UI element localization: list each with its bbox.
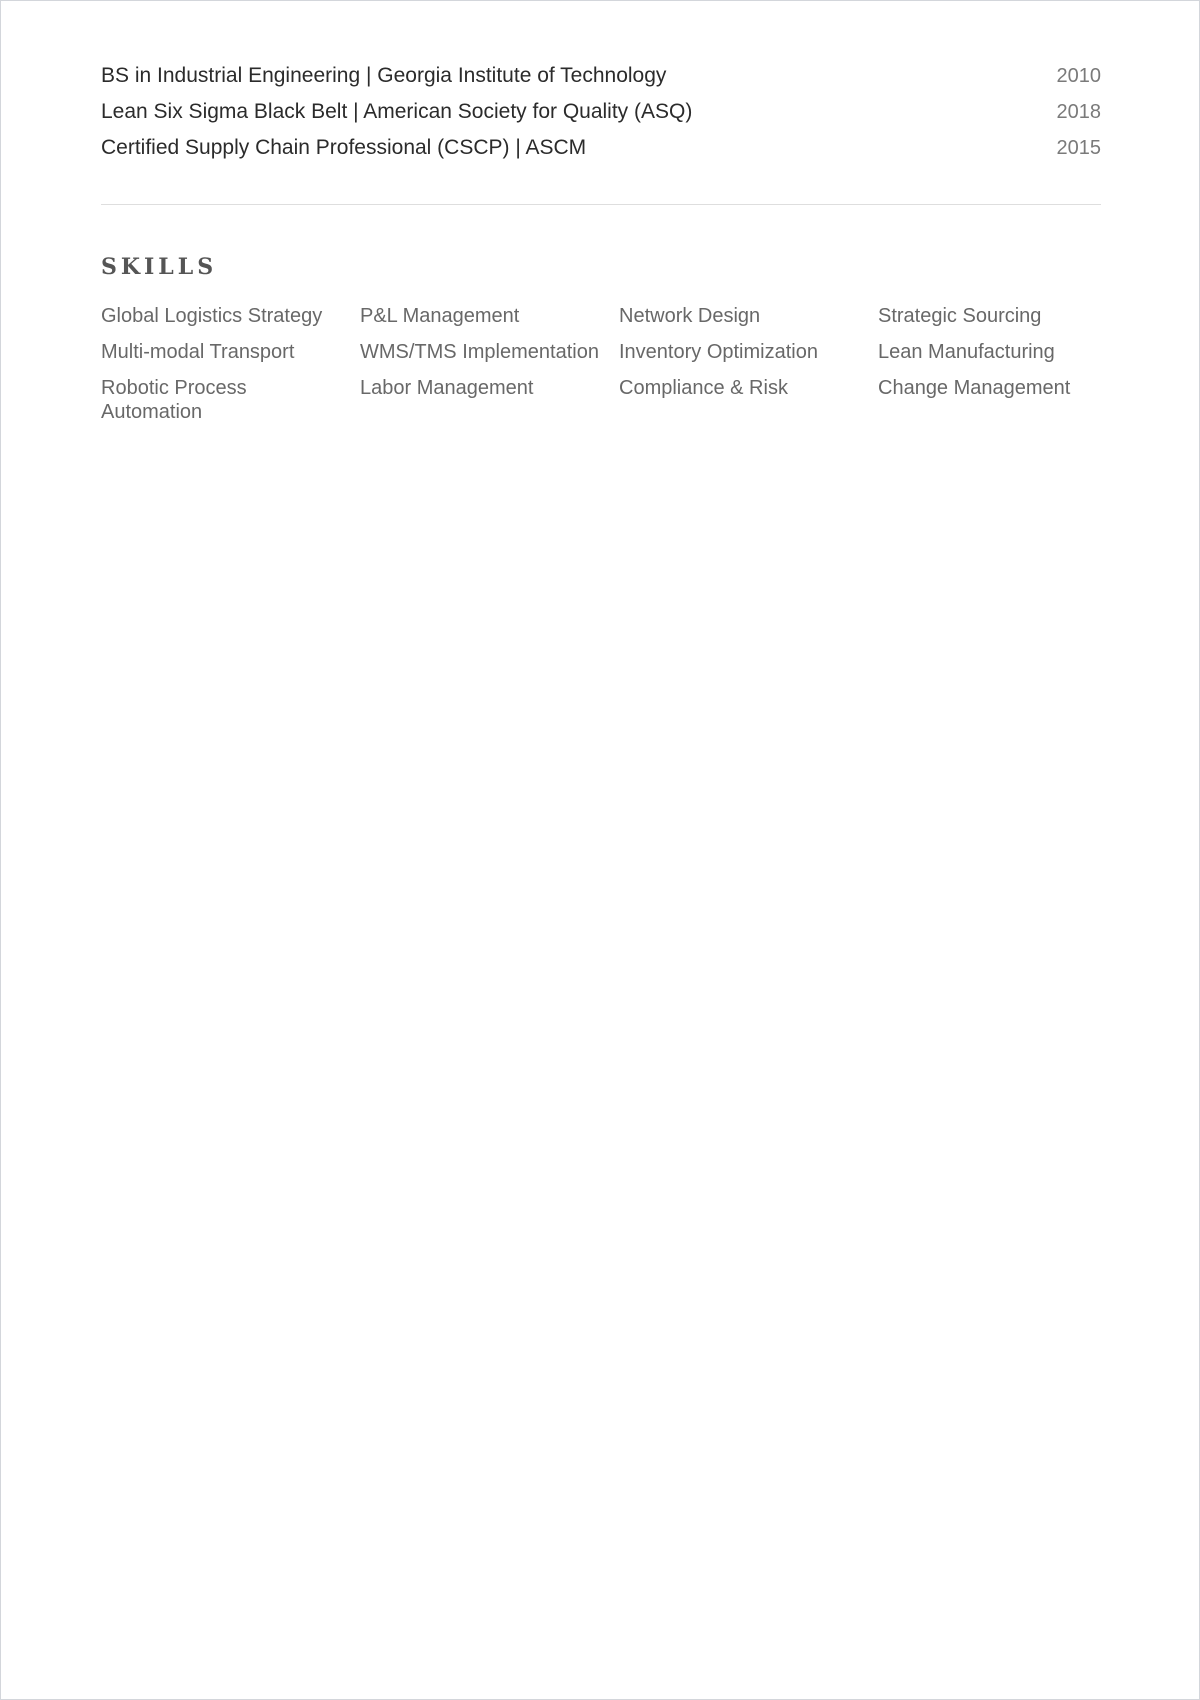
education-title: BS in Industrial Engineering | Georgia Institute of Technology [101,64,667,87]
skill-item: Lean Manufacturing [878,341,1055,363]
education-item [101,98,1101,134]
education-year: 2018 [1056,101,1101,123]
skill-item: Labor Management [360,377,534,399]
section-divider [101,204,1101,205]
skill-item: WMS/TMS Implementation [360,341,599,363]
skill-item: Network Design [619,305,761,327]
skill-item: Multi-modal Transport [101,341,295,363]
education-year: 2015 [1056,137,1101,159]
skill-item: Robotic Process Automation [101,377,247,423]
education-item [101,134,1101,170]
skill-item: Compliance & Risk [619,377,788,399]
skill-item: Change Management [878,377,1071,399]
skill-item: Strategic Sourcing [878,305,1042,327]
skills-grid [101,304,1101,424]
education-list [101,62,1101,170]
education-year: 2010 [1056,65,1101,87]
education-title: Certified Supply Chain Professional (CSCP) | ASCM [101,136,587,159]
skill-item: Inventory Optimization [619,341,818,363]
skills-heading: SKILLS [101,254,218,280]
education-title: Lean Six Sigma Black Belt | American Society for Quality (ASQ) [101,100,693,123]
education-item [101,62,1101,98]
skill-item: Global Logistics Strategy [101,305,323,327]
skill-item: P&L Management [360,305,520,327]
